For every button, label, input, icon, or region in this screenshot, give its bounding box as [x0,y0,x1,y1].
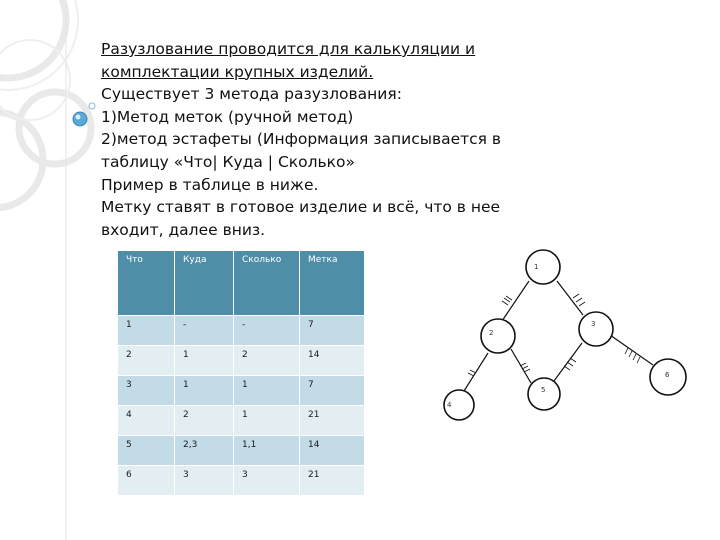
edge-1-3 [557,281,583,315]
tree-node-1 [526,250,560,284]
edge-2-4 [464,353,488,391]
table-cell: 14 [300,346,365,376]
table-cell: 4 [118,406,175,436]
table-cell: - [234,316,300,346]
text-line-7: Пример в таблице в ниже. [101,175,319,194]
header-cell-how-many: Сколько [234,251,300,316]
table-cell: 3 [118,376,175,406]
table-row [118,406,365,436]
table-cell: 2 [118,346,175,376]
header-cell-label: Метка [300,251,365,316]
table-cell: 21 [300,406,365,436]
table-row [118,376,365,406]
table-cell: 1,1 [234,436,300,466]
table-cell: 3 [234,466,300,496]
edge-3-5 [551,343,582,385]
text-line-5: 2)метод эстафеты (Информация записывается в [101,130,502,149]
decor-circle-large [0,0,66,78]
text-line-4: 1)Метод меток (ручной метод) [101,107,354,126]
header-cell-where: Куда [175,251,234,316]
table-cell: 2,3 [175,436,234,466]
tree-node-6 [650,359,686,395]
table-cell: 2 [175,406,234,436]
bullet-dot-large [73,112,87,126]
table-cell: 5 [118,436,175,466]
svg-text:1: 1 [534,263,539,271]
table-cell: 1 [118,316,175,346]
tree-node-2 [481,319,515,353]
text-line-8: Метку ставят в готовое изделие и всё, что в нее [101,198,501,217]
relay-table [117,250,365,496]
table-header-row [118,251,365,316]
edge-1-2 [502,281,529,321]
text-line-9: входит, далее вниз. [101,220,266,239]
slide-text [101,38,521,241]
table-row [118,316,365,346]
table-cell: 1 [175,346,234,376]
svg-text:2: 2 [489,329,494,337]
bullet-dot-small [89,103,95,109]
text-line-6: таблицу «Что| Куда | Сколько» [101,152,355,171]
header-cell-what: Что [118,251,175,316]
table-cell: 3 [175,466,234,496]
table-cell: - [175,316,234,346]
table-cell: 1 [234,376,300,406]
edge-3-6 [610,335,653,365]
table-cell: 21 [300,466,365,496]
table-cell: 1 [234,406,300,436]
svg-text:5: 5 [541,386,546,394]
tree-node-3 [579,312,613,346]
svg-text:3: 3 [591,320,596,328]
table-cell: 7 [300,316,365,346]
table-cell: 1 [175,376,234,406]
table-cell: 2 [234,346,300,376]
table-cell: 14 [300,436,365,466]
text-line-1: Разузлование проводится для калькуляции и [101,40,476,58]
table-row [118,466,365,496]
assembly-tree-diagram [440,238,700,438]
tree-node-5 [528,378,560,410]
svg-text:4: 4 [447,401,452,409]
table-cell: 6 [118,466,175,496]
table-cell: 7 [300,376,365,406]
text-line-3: Существует 3 метода разузлования: [101,85,402,104]
text-line-2: комплектации крупных изделий. [101,62,374,81]
table-row [118,436,365,466]
table-row [118,346,365,376]
svg-text:6: 6 [665,371,670,379]
tree-node-4 [444,390,474,420]
